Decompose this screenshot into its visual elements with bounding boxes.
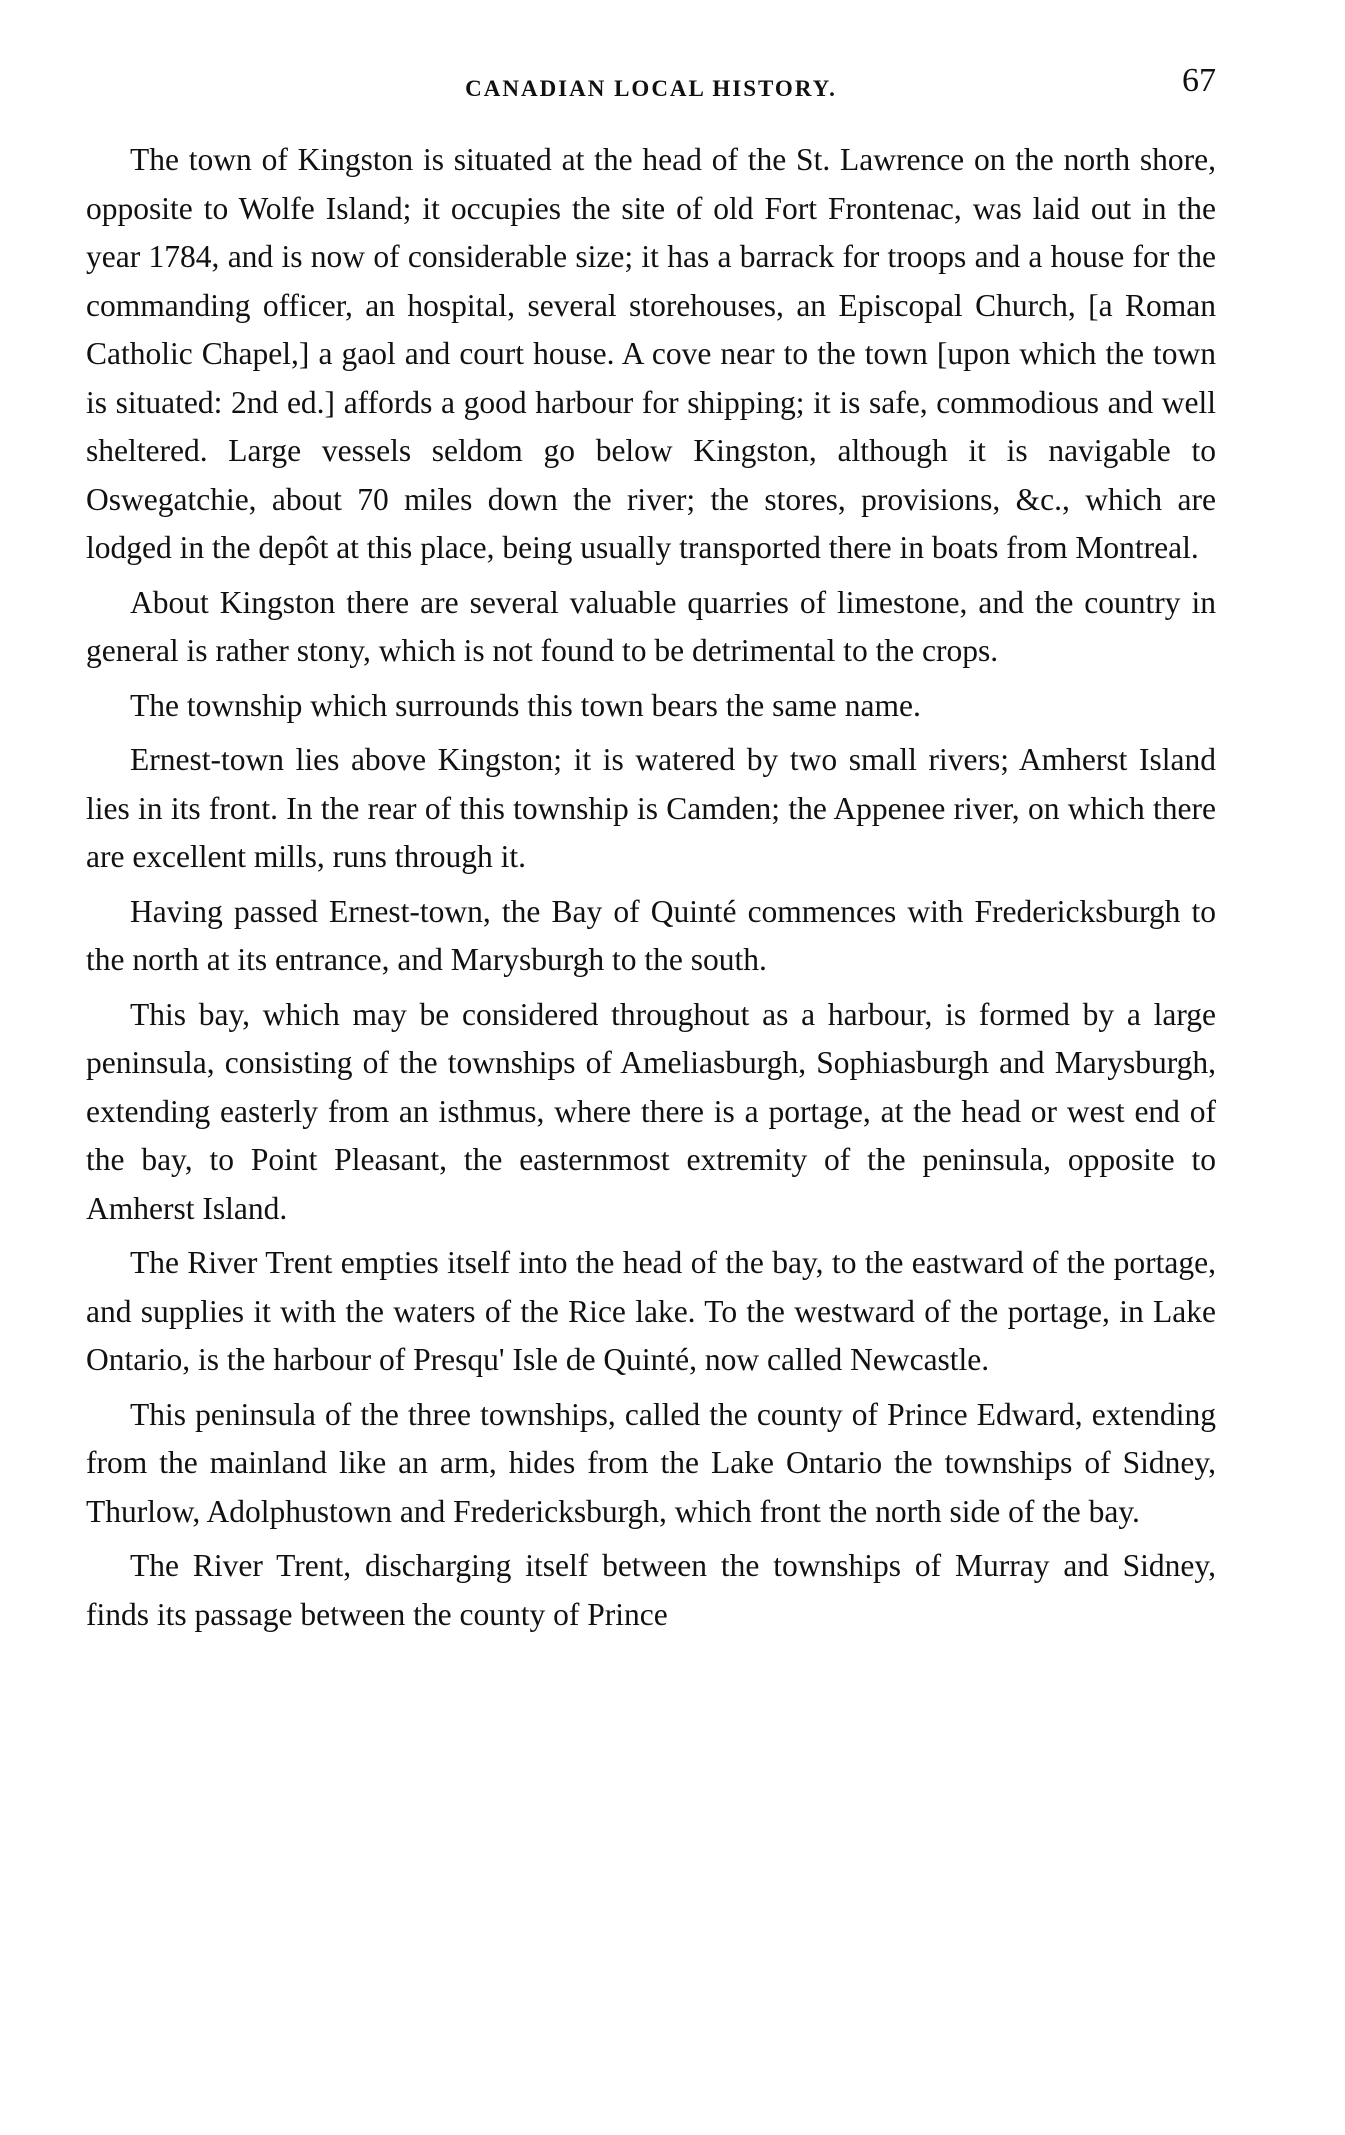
paragraph-prince-edward: This peninsula of the three townships, called the county of Prince Edward, extending from the mainland like an arm, hides from the Lake Ontario the townships of Sidney, Thurlow, Adolphustown and Fredericksburgh, which front the north side of the bay. <box>86 1396 1216 1529</box>
paragraph-river-trent-passage: The River Trent, discharging itself between the townships of Murray and Sidney, finds its passage between the county of Prince <box>86 1548 1216 1632</box>
paragraph-kingston: The town of Kingston is situated at the head of the St. Lawrence on the north shore, opposite to Wolfe Island; it occupies the site of old Fort Frontenac, was laid out in the year 1784, and is now of considerable size; it has a barrack for troops and a house for the commanding officer, an hospital, several storehouses, an Episcopal Church, [a Roman Catholic Chapel,] a gaol and court house. A cove near to the town [upon which the town is situated: 2nd ed.] affords a good harbour for shipping; it is safe, commodious and well sheltered. Large vessels seldom go below Kingston, although it is navigable to Oswegatchie, about 70 miles down the river; the stores, provisions, &c., which are lodged in the depôt at this place, being usually transported there in boats from Montreal. <box>86 142 1216 565</box>
body-text <box>86 136 1216 1645</box>
paragraph-bay-of-quinte: Having passed Ernest-town, the Bay of Quinté commences with Fredericksburgh to the north at its entrance, and Marysburgh to the south. <box>86 893 1216 977</box>
paragraph-peninsula: This bay, which may be considered throughout as a harbour, is formed by a large peninsula, consisting of the townships of Ameliasburgh, Sophiasburgh and Marysburgh, extending easterly from an isthmus, where there is a portage, at the head or west end of the bay, to Point Pleasant, the easternmost extremity of the peninsula, opposite to Amherst Island. <box>86 996 1216 1226</box>
paragraph-ernest-town: Ernest-town lies above Kingston; it is watered by two small rivers; Amherst Island lies in its front. In the rear of this township is Camden; the Appenee river, on which there are excellent mills, runs through it. <box>86 742 1216 874</box>
page-number: 67 <box>1182 62 1216 99</box>
running-title: CANADIAN LOCAL HISTORY. <box>465 76 837 101</box>
paragraph-township: The township which surrounds this town bears the same name. <box>130 687 921 723</box>
running-head <box>86 62 1216 112</box>
paragraph-limestone: About Kingston there are several valuable quarries of limestone, and the country in general is rather stony, which is not found to be detrimental to the crops. <box>86 584 1216 668</box>
paragraph-river-trent: The River Trent empties itself into the head of the bay, to the eastward of the portage, and supplies it with the waters of the Rice lake. To the westward of the portage, in Lake Ontario, is the harbour of Presqu' Isle de Quinté, now called Newcastle. <box>86 1245 1216 1377</box>
